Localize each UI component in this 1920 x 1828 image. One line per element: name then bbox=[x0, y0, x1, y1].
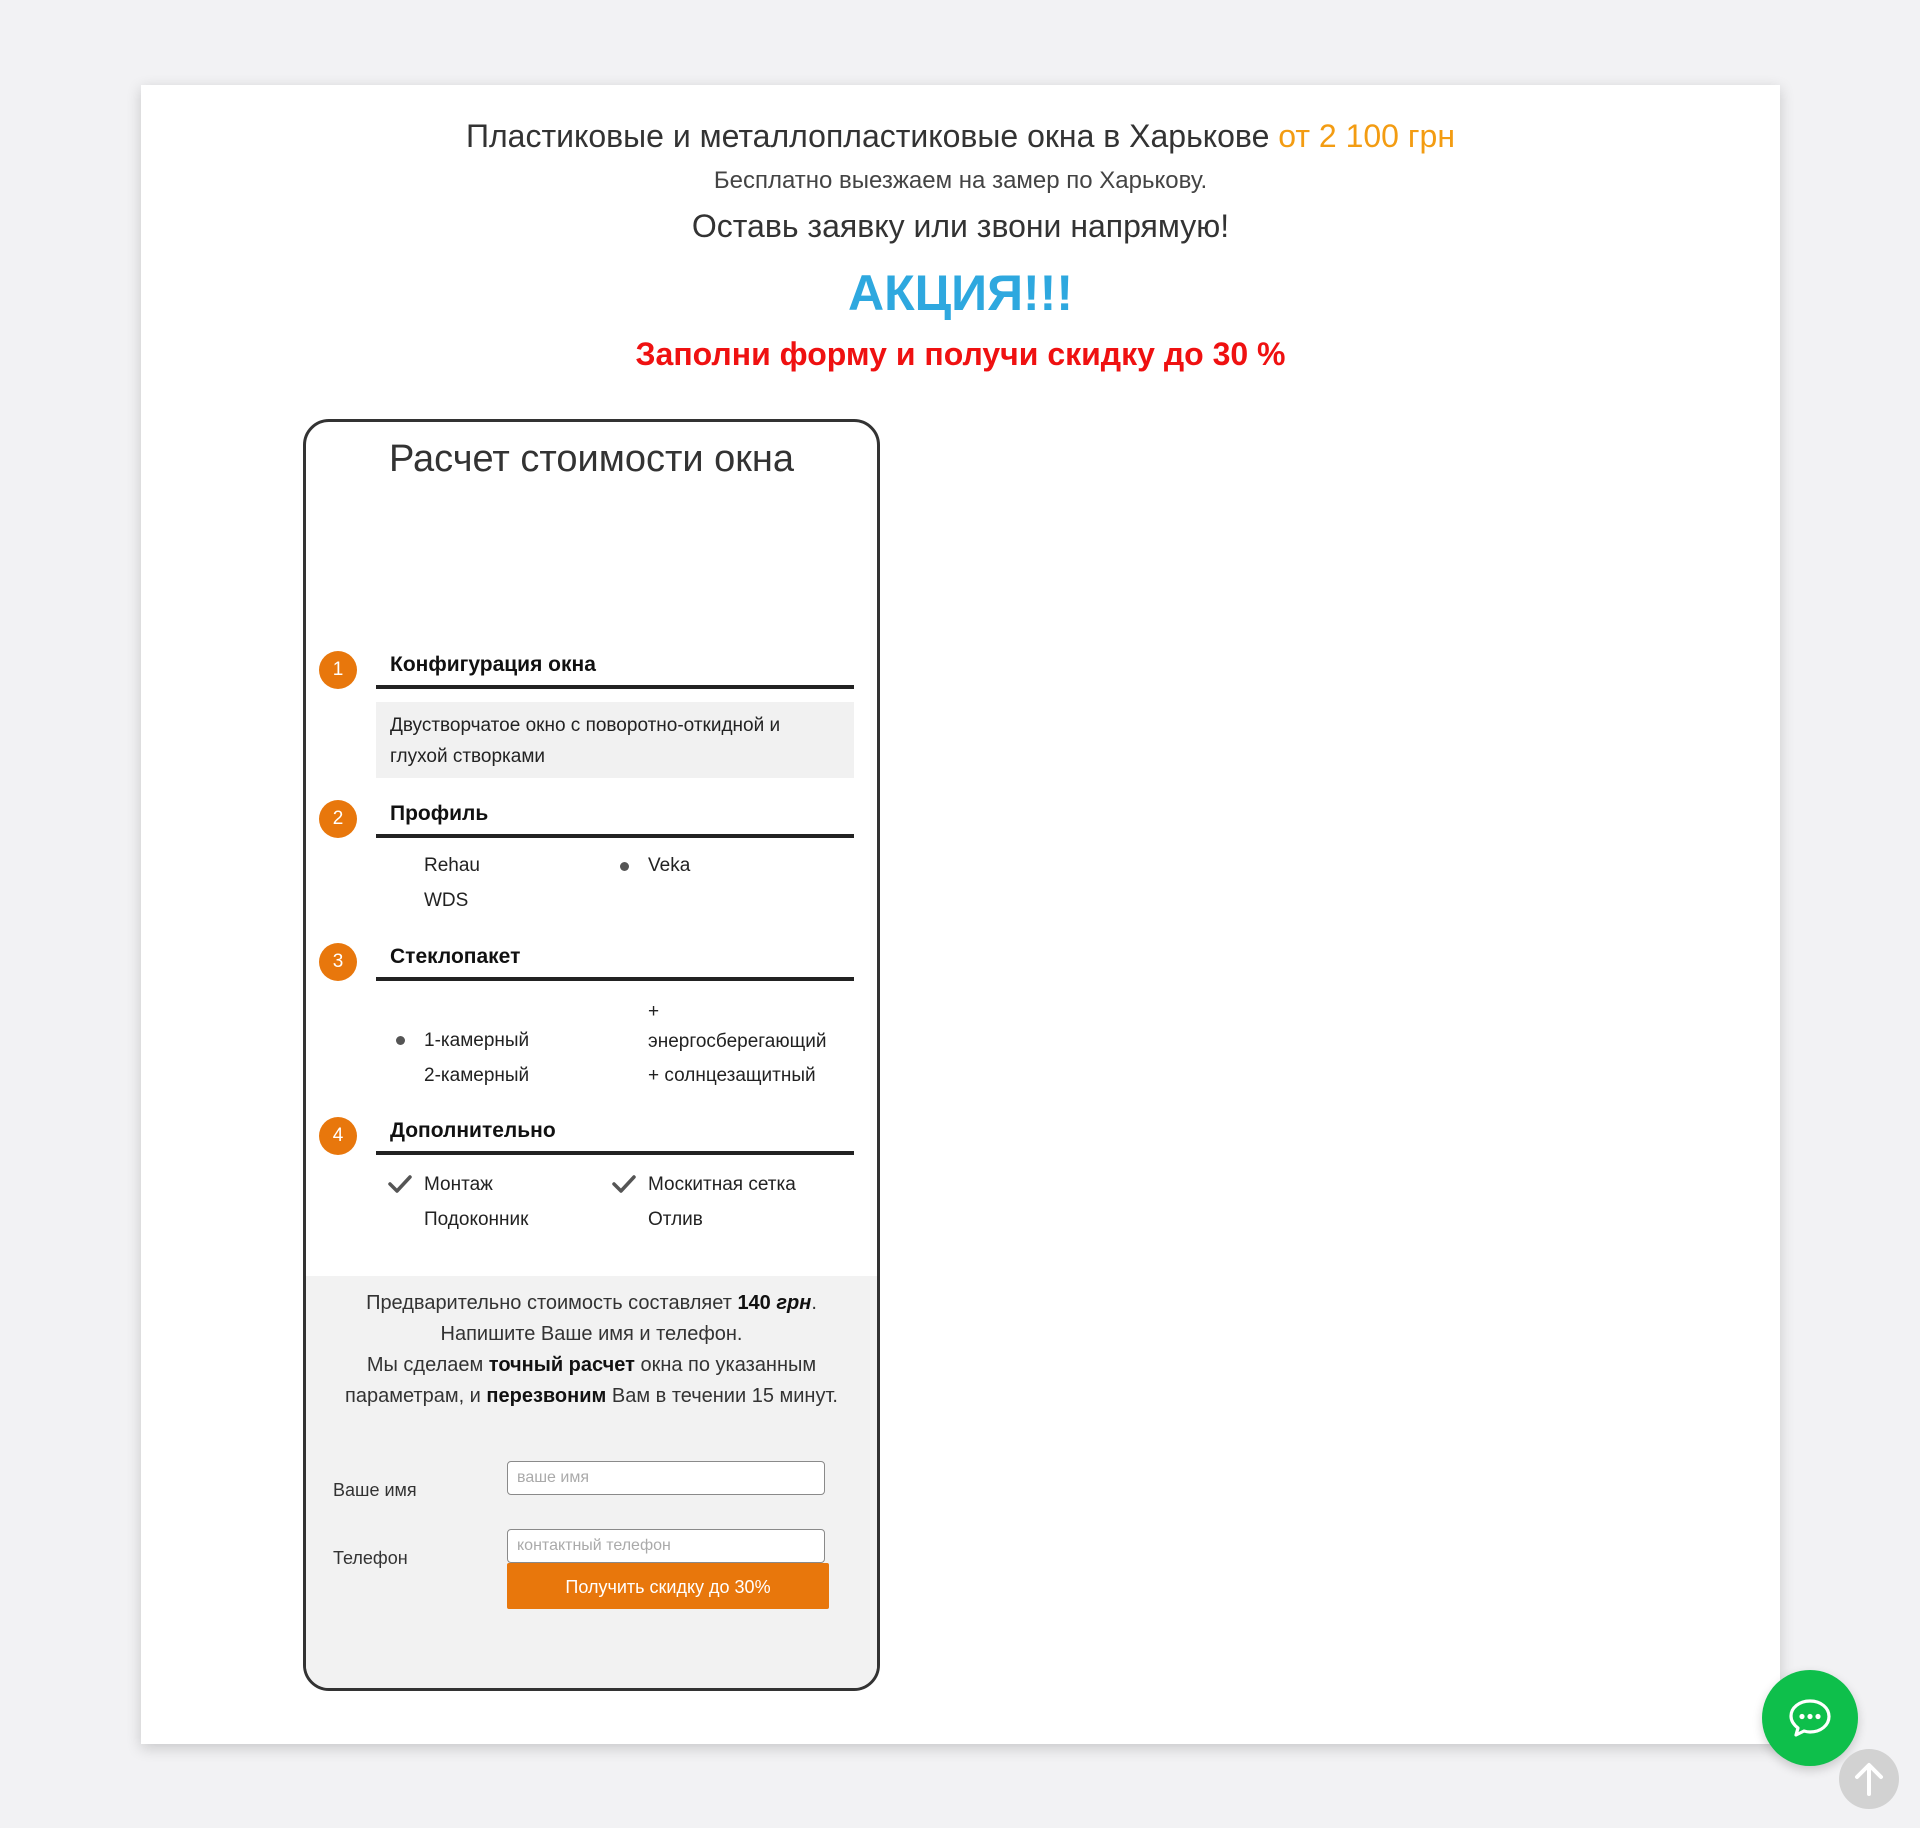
extra-option-installation[interactable]: Монтаж bbox=[424, 1174, 493, 1195]
arrow-up-icon bbox=[1853, 1761, 1885, 1797]
configuration-value: Двустворчатое окно с поворотно-откидной и глухой створками bbox=[390, 715, 781, 767]
glass-option-energy-label: энергосберегающий bbox=[648, 1031, 827, 1052]
step-number-badge: 4 bbox=[319, 1117, 357, 1155]
step-number-badge: 3 bbox=[319, 943, 357, 981]
profile-option-wds[interactable]: WDS bbox=[424, 890, 469, 911]
phone-input[interactable] bbox=[507, 1529, 825, 1563]
name-input[interactable] bbox=[507, 1461, 825, 1495]
calculator-title: Расчет стоимости окна bbox=[388, 438, 795, 480]
configuration-selector[interactable] bbox=[376, 702, 854, 778]
step-title: Профиль bbox=[390, 802, 489, 825]
summary-text-part: Вам в течении 15 минут. bbox=[606, 1385, 838, 1407]
profile-option-rehau[interactable]: Rehau bbox=[424, 855, 480, 876]
step-divider bbox=[376, 977, 854, 981]
hero-headline-text: Пластиковые и металлопластиковые окна в Харькове bbox=[466, 118, 1279, 154]
promo-heading: АКЦИЯ!!! bbox=[848, 265, 1073, 321]
summary-price: 140 bbox=[737, 1292, 771, 1314]
step-divider bbox=[376, 834, 854, 838]
summary-emphasis: точный расчет bbox=[488, 1354, 635, 1376]
name-label: Ваше имя bbox=[333, 1480, 417, 1500]
scroll-to-top-button[interactable] bbox=[1839, 1749, 1899, 1809]
checkmark-icon bbox=[388, 1174, 412, 1194]
step-number-badge: 1 bbox=[319, 651, 357, 689]
step-divider bbox=[376, 1151, 854, 1155]
phone-label: Телефон bbox=[333, 1548, 408, 1568]
summary-emphasis: перезвоним bbox=[486, 1385, 607, 1407]
step-title: Стеклопакет bbox=[390, 945, 521, 968]
glass-option-energy-plus: + bbox=[648, 1001, 660, 1022]
checkmark-icon bbox=[612, 1174, 636, 1194]
glass-option-1-chamber[interactable]: 1-камерный bbox=[424, 1030, 530, 1051]
chat-bubble-icon bbox=[1788, 1698, 1832, 1738]
summary-text-part: окна по указанным параметрам, и bbox=[345, 1354, 817, 1407]
hero-call-to-action: Оставь заявку или звони напрямую! bbox=[691, 208, 1230, 244]
summary-prefix: Предварительно стоимость составляет bbox=[366, 1292, 738, 1314]
extra-option-drip-cap[interactable]: Отлив bbox=[648, 1209, 703, 1230]
glass-option-2-chamber[interactable]: 2-камерный bbox=[424, 1065, 530, 1086]
price-summary: Предварительно стоимость составляет 140 грн. Напишите Ваше имя и телефон. Мы сделаем точный расчет окна по указанным параметрам, и перезвоним Вам в течении 15 минут. bbox=[345, 1292, 838, 1407]
get-discount-button[interactable]: Получить скидку до 30% bbox=[507, 1563, 829, 1609]
chat-widget-button[interactable] bbox=[1762, 1670, 1858, 1766]
hero-section bbox=[141, 111, 1780, 375]
extra-option-windowsill[interactable]: Подоконник bbox=[424, 1209, 529, 1230]
glass-option-sun-protection[interactable]: + солнцезащитный bbox=[648, 1065, 816, 1086]
hero-subtitle: Бесплатно выезжаем на замер по Харькову. bbox=[713, 167, 1208, 194]
extra-option-mosquito-net[interactable]: Москитная сетка bbox=[648, 1174, 796, 1195]
radio-selected-dot bbox=[620, 862, 629, 871]
step-number-badge: 2 bbox=[319, 800, 357, 838]
page-container bbox=[141, 85, 1780, 1744]
profile-option-veka[interactable]: Veka bbox=[648, 855, 691, 876]
summary-text-part: Мы сделаем bbox=[366, 1354, 489, 1376]
step-divider bbox=[376, 685, 854, 689]
discount-banner: Заполни форму и получи скидку до 30 % bbox=[635, 336, 1286, 372]
hero-price: от 2 100 грн bbox=[1278, 118, 1455, 154]
step-title: Конфигурация окна bbox=[390, 653, 596, 676]
summary-currency: грн bbox=[776, 1292, 812, 1314]
summary-instruction: Напишите Ваше имя и телефон. bbox=[440, 1323, 743, 1345]
glass-option-energy-saving[interactable] bbox=[648, 997, 858, 1057]
calculator-card bbox=[303, 419, 880, 1691]
step-title: Дополнительно bbox=[390, 1119, 556, 1142]
radio-selected-dot bbox=[396, 1036, 405, 1045]
hero-headline bbox=[141, 111, 1780, 161]
